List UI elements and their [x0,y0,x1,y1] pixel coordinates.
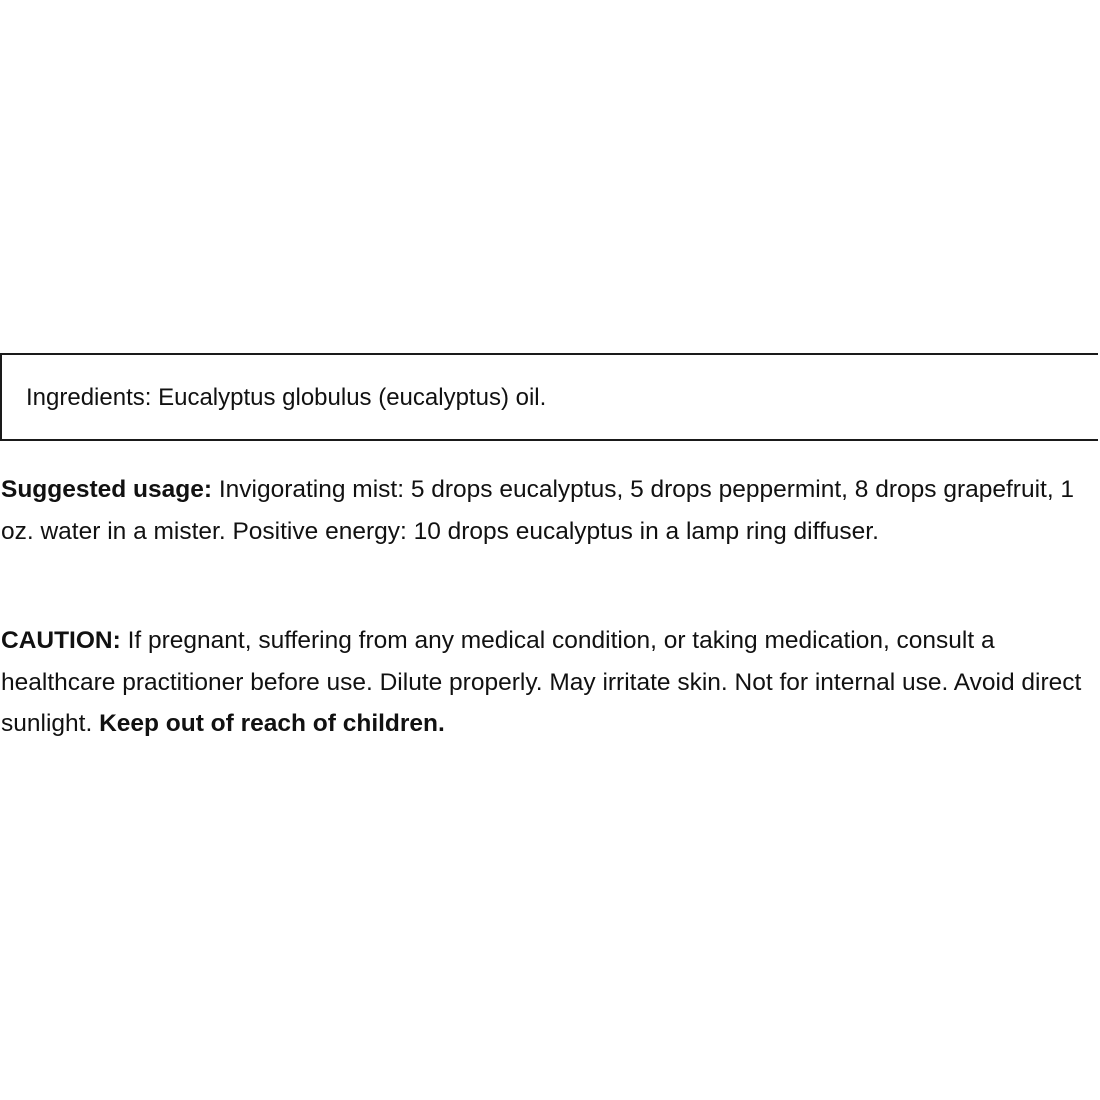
caution-label: CAUTION: [1,627,121,654]
suggested-usage-paragraph [1,469,1096,552]
ingredients-text: Ingredients: Eucalyptus globulus (eucalyptus) oil. [26,384,547,411]
suggested-usage-label: Suggested usage: [1,476,213,503]
ingredients-box [0,353,1098,441]
caution-text: If pregnant, suffering from any medical condition, or taking medication, consult a healthcare practitioner before use. Dilute properly. May irritate skin. Not for internal use. Avoid direct sunlight. [1,627,1082,737]
suggested-usage-text: Invigorating mist: 5 drops eucalyptus, 5 drops peppermint, 8 drops grapefruit, 1 oz. water in a mister. Positive energy: 10 drops eucalyptus in a lamp ring diffuser. [1,476,1075,545]
caution-paragraph [1,620,1096,745]
caution-emphasis: Keep out of reach of children. [99,710,445,737]
